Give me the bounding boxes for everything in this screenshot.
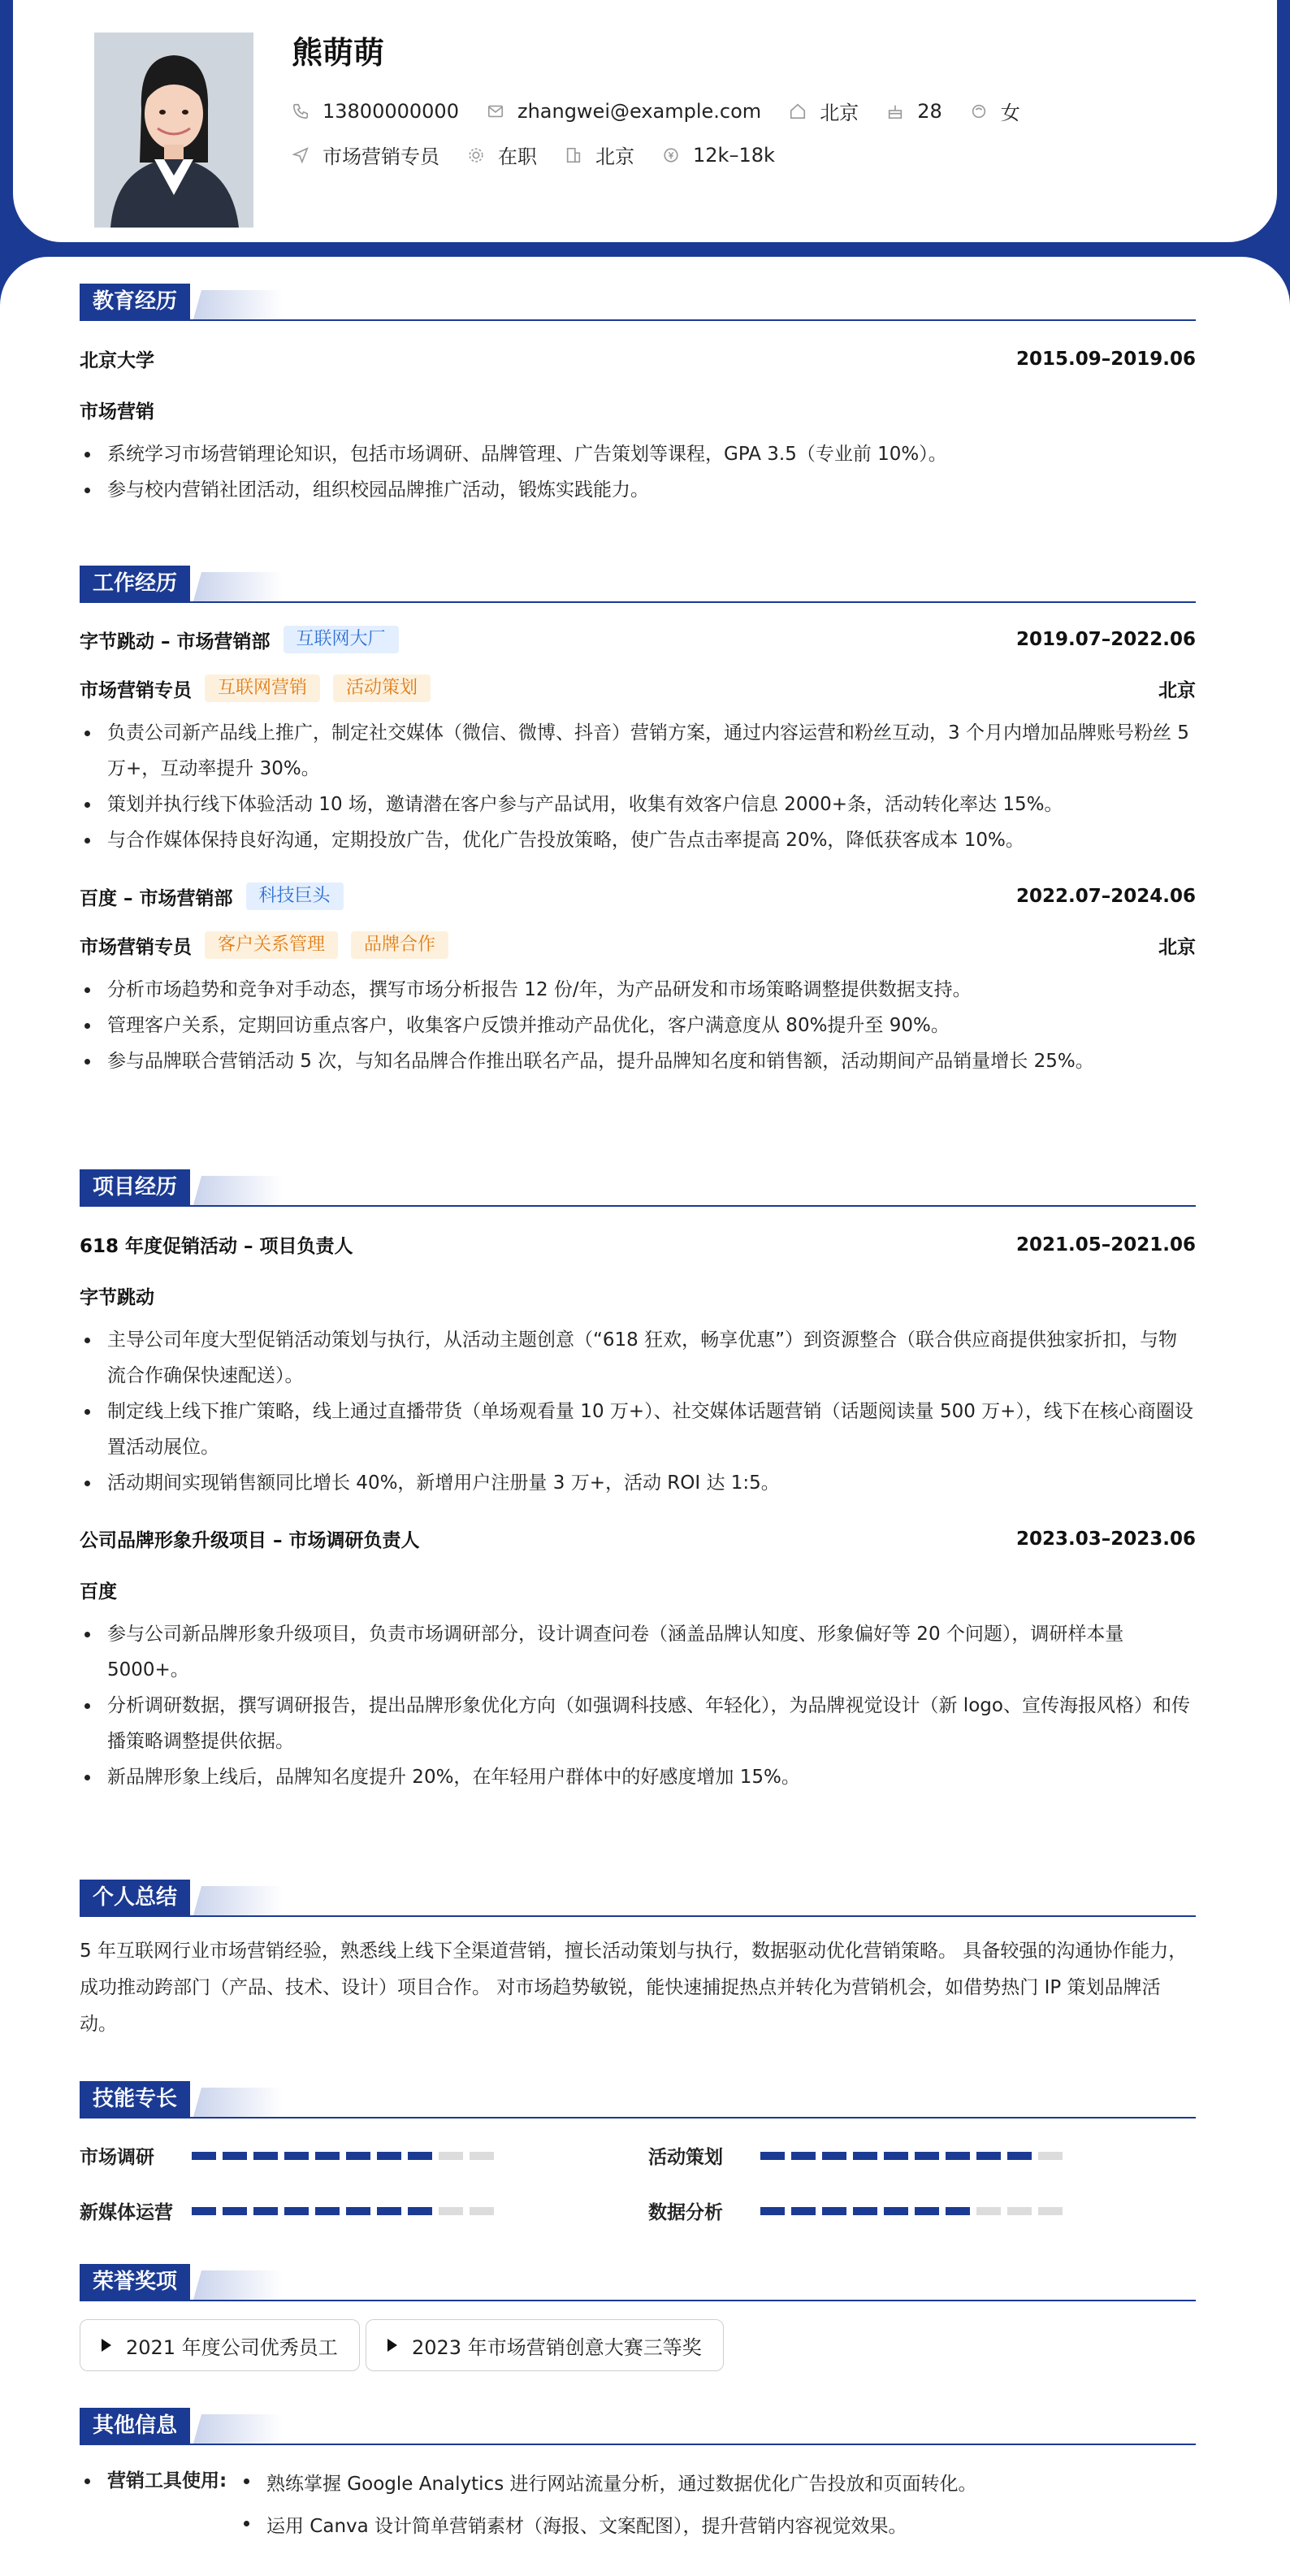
- other-block: [80, 2463, 1196, 2548]
- project-title-row: [80, 1525, 1196, 1552]
- skill-label: 新媒体运营: [80, 2202, 173, 2223]
- main-card: [0, 257, 1290, 2576]
- skill-dash-filled: [915, 2207, 939, 2215]
- salary-item: [662, 144, 775, 167]
- skill-item: [648, 2142, 1069, 2169]
- project-title: 公司品牌形象升级项目 – 市场调研负责人: [80, 1530, 420, 1551]
- work-location: 北京: [1158, 936, 1196, 958]
- candidate-name: 熊萌萌: [292, 35, 385, 71]
- skill-dash-empty: [470, 2207, 494, 2215]
- role-name: 市场营销专员: [80, 936, 192, 958]
- list-item: 运用 Canva 设计简单营销素材（海报、文案配图），提升营销内容视觉效果。: [239, 2505, 976, 2548]
- project-date: 2023.03–2023.06: [1015, 1528, 1196, 1550]
- list-item: 熟练掌握 Google Analytics 进行网站流量分析，通过数据优化广告投放和页面转化。: [239, 2463, 976, 2505]
- skill-dash-filled: [976, 2152, 1001, 2160]
- skill-dash-empty: [439, 2207, 463, 2215]
- project-section: [80, 1169, 1196, 1795]
- building-icon: [565, 146, 582, 164]
- skill-dash-filled: [760, 2152, 785, 2160]
- age-item: [886, 100, 942, 123]
- skill-dash-filled: [192, 2207, 216, 2215]
- skill-dash-filled: [253, 2152, 278, 2160]
- status-text: 在职: [498, 145, 537, 168]
- section-title: 其他信息: [80, 2408, 190, 2444]
- project-org: 百度: [80, 1581, 117, 1602]
- skill-dash-filled: [791, 2152, 816, 2160]
- work-date: 2022.07–2024.06: [1015, 886, 1196, 907]
- status-item: [467, 141, 537, 169]
- list-item: 新品牌形象上线后，品牌知名度提升 20%，在年轻用户群体中的好感度增加 15%。: [80, 1759, 1196, 1795]
- role-tag: 品牌合作: [351, 931, 448, 959]
- skill-dash-empty: [1038, 2207, 1063, 2215]
- skill-label: 市场调研: [80, 2147, 154, 2168]
- section-header: [80, 284, 1196, 321]
- list-item: 系统学习市场营销理论知识，包括市场调研、品牌管理、广告策划等课程，GPA 3.5（专业前 10%）。: [80, 436, 1196, 472]
- company-tag: 科技巨头: [246, 883, 344, 910]
- skill-dash-filled: [192, 2152, 216, 2160]
- skill-bar: [192, 2152, 500, 2160]
- skill-dash-filled: [377, 2207, 401, 2215]
- skills-section: [80, 2081, 1196, 2244]
- skill-dash-empty: [976, 2207, 1001, 2215]
- skill-dash-filled: [408, 2207, 432, 2215]
- list-item: 管理客户关系，定期回访重点客户，收集客户反馈并推动产品优化，客户满意度从 80%提升至 90%。: [80, 1008, 1196, 1043]
- section-header: [80, 566, 1196, 603]
- gender-item: [970, 97, 1020, 125]
- salary-text: 12k–18k: [693, 143, 775, 167]
- summary-section: [80, 1880, 1196, 2043]
- send-icon: [292, 146, 310, 164]
- work-bullets: [80, 715, 1196, 858]
- honor-text: 2021 年度公司优秀员工: [126, 2335, 338, 2359]
- skill-dash-filled: [946, 2207, 970, 2215]
- skill-label: 数据分析: [648, 2202, 723, 2223]
- role-name: 市场营销专员: [80, 679, 192, 701]
- work-location: 北京: [1158, 679, 1196, 701]
- city-text: 北京: [820, 102, 859, 124]
- target-city-text: 北京: [595, 145, 634, 168]
- project-org-row: [80, 1282, 1196, 1309]
- section-header: [80, 2081, 1196, 2118]
- skill-dash-filled: [822, 2207, 846, 2215]
- coin-icon: [662, 146, 680, 164]
- skill-item: [648, 2197, 1069, 2224]
- project-bullets: [80, 1322, 1196, 1501]
- skill-dash-filled: [853, 2207, 877, 2215]
- major-name: 市场营销: [80, 401, 154, 423]
- list-item: 分析市场趋势和竞争对手动态，撰写市场分析报告 12 份/年，为产品研发和市场策略调整提供数据支持。: [80, 972, 1196, 1008]
- skill-dash-filled: [760, 2207, 785, 2215]
- role-tag: 活动策划: [333, 674, 431, 702]
- section-decoration: [193, 572, 283, 601]
- skill-dash-filled: [822, 2152, 846, 2160]
- list-item: 参与校内营销社团活动，组织校园品牌推广活动，锻炼实践能力。: [80, 472, 1196, 508]
- job-target-text: 市场营销专员: [322, 145, 439, 168]
- skill-dash-filled: [284, 2207, 309, 2215]
- honor-badge: [80, 2319, 360, 2371]
- list-item: 分析调研数据，撰写调研报告，提出品牌形象优化方向（如强调科技感、年轻化），为品牌视觉设计（新 logo、宣传海报风格）和传播策略调整提供依据。: [80, 1688, 1196, 1759]
- project-title-row: [80, 1231, 1196, 1258]
- skill-bar: [760, 2207, 1069, 2215]
- section-title: 荣誉奖项: [80, 2264, 190, 2300]
- education-row: [80, 345, 1196, 372]
- gender-text: 女: [1000, 102, 1020, 124]
- skill-dash-filled: [346, 2152, 370, 2160]
- section-title: 个人总结: [80, 1880, 190, 1915]
- role-tag: 互联网营销: [205, 674, 320, 702]
- section-header: [80, 1169, 1196, 1207]
- honor-text: 2023 年市场营销创意大赛三等奖: [412, 2335, 702, 2359]
- work-company-row: [80, 883, 1196, 910]
- skill-dash-filled: [408, 2152, 432, 2160]
- skill-dash-empty: [439, 2152, 463, 2160]
- skill-dash-filled: [315, 2152, 340, 2160]
- age-text: 28: [917, 99, 942, 123]
- other-bullets: [239, 2463, 976, 2548]
- skill-dash-filled: [223, 2152, 247, 2160]
- email-text: zhangwei@example.com: [517, 99, 762, 123]
- section-decoration: [193, 1176, 283, 1205]
- section-title: 项目经历: [80, 1169, 190, 1205]
- skill-item: [80, 2142, 500, 2169]
- city-item: [789, 97, 859, 125]
- skill-dash-filled: [946, 2152, 970, 2160]
- role-tag: 客户关系管理: [205, 931, 338, 959]
- play-icon: [387, 2339, 397, 2352]
- school-name: 北京大学: [80, 350, 154, 371]
- list-item: 参与公司新品牌形象升级项目，负责市场调研部分，设计调查问卷（涵盖品牌认知度、形象偏好等 20 个问题），调研样本量 5000+。: [80, 1616, 1196, 1688]
- section-header: [80, 2408, 1196, 2445]
- section-header: [80, 2264, 1196, 2301]
- list-item: 与合作媒体保持良好沟通，定期投放广告，优化广告投放策略，使广告点击率提高 20%，降低获客成本 10%。: [80, 822, 1196, 858]
- section-decoration: [193, 290, 283, 319]
- skill-dash-filled: [346, 2207, 370, 2215]
- list-item: 参与品牌联合营销活动 5 次，与知名品牌合作推出联名产品，提升品牌知名度和销售额，活动期间产品销量增长 25%。: [80, 1043, 1196, 1079]
- list-item: 策划并执行线下体验活动 10 场，邀请潜在客户参与产品试用，收集有效客户信息 2000+条，活动转化率达 15%。: [80, 787, 1196, 822]
- company-tag: 互联网大厂: [284, 626, 399, 653]
- skill-dash-filled: [253, 2207, 278, 2215]
- list-item: 负责公司新产品线上推广，制定社交媒体（微信、微博、抖音）营销方案，通过内容运营和粉丝互动，3 个月内增加品牌账号粉丝 5 万+，互动率提升 30%。: [80, 715, 1196, 787]
- list-item: 制定线上线下推广策略，线上通过直播带货（单场观看量 10 万+）、社交媒体话题营销（话题阅读量 500 万+），线下在核心商圈设置活动展位。: [80, 1394, 1196, 1465]
- work-section: [80, 566, 1196, 1079]
- section-decoration: [193, 2414, 283, 2444]
- project-bullets: [80, 1616, 1196, 1795]
- education-bullets: [80, 436, 1196, 508]
- skill-dash-filled: [791, 2207, 816, 2215]
- work-role-row: [80, 674, 1196, 702]
- summary-text: 5 年互联网行业市场营销经验，熟悉线上线下全渠道营销，擅长活动策划与执行，数据驱动优化营销策略。 具备较强的沟通协作能力，成功推动跨部门（产品、技术、设计）项目合作。 对市场趋势敏锐，能快速捕捉热点并转化为营销机会，如借势热门 IP 策划品牌活动。: [80, 1941, 1188, 2035]
- project-org: 字节跳动: [80, 1287, 154, 1308]
- job-target-item: [292, 141, 439, 169]
- phone-item: [292, 100, 459, 123]
- project-date: 2021.05–2021.06: [1015, 1234, 1196, 1255]
- education-section: [80, 284, 1196, 508]
- email-item: [487, 100, 761, 123]
- skill-bar: [760, 2152, 1069, 2160]
- skill-dash-filled: [223, 2207, 247, 2215]
- work-bullets: [80, 972, 1196, 1079]
- other-section: [80, 2408, 1196, 2548]
- section-title: 教育经历: [80, 284, 190, 319]
- phone-text: 13800000000: [322, 99, 459, 123]
- contact-row: [292, 97, 1048, 125]
- header-card: [13, 0, 1277, 242]
- project-org-row: [80, 1576, 1196, 1603]
- education-date: 2015.09–2019.06: [1015, 348, 1196, 370]
- other-label: 营销工具使用:: [80, 2463, 239, 2499]
- gender-icon: [970, 102, 988, 120]
- work-role-row: [80, 931, 1196, 959]
- skill-dash-filled: [915, 2152, 939, 2160]
- skill-dash-filled: [853, 2152, 877, 2160]
- section-title: 工作经历: [80, 566, 190, 601]
- mail-icon: [487, 102, 504, 120]
- project-title: 618 年度促销活动 – 项目负责人: [80, 1236, 353, 1257]
- target-city-item: [565, 141, 634, 169]
- phone-icon: [292, 102, 310, 120]
- section-decoration: [193, 2088, 283, 2117]
- play-icon: [102, 2339, 111, 2352]
- skill-dash-filled: [377, 2152, 401, 2160]
- company-name: 百度 – 市场营销部: [80, 887, 233, 909]
- work-date: 2019.07–2022.06: [1015, 629, 1196, 650]
- list-item: 活动期间实现销售额同比增长 40%，新增用户注册量 3 万+，活动 ROI 达 1:5。: [80, 1465, 1196, 1501]
- company-name: 字节跳动 – 市场营销部: [80, 631, 271, 653]
- skill-dash-filled: [1007, 2152, 1032, 2160]
- cake-icon: [886, 102, 904, 120]
- skill-dash-empty: [1007, 2207, 1032, 2215]
- other-label-list: [80, 2463, 239, 2548]
- skill-item: [80, 2197, 500, 2224]
- skill-dash-filled: [315, 2207, 340, 2215]
- section-decoration: [193, 1886, 283, 1915]
- skill-dash-filled: [884, 2152, 908, 2160]
- major-row: [80, 397, 1196, 423]
- honor-badge: [366, 2319, 724, 2371]
- skill-dash-filled: [284, 2152, 309, 2160]
- home-icon: [789, 102, 807, 120]
- avatar: [94, 33, 253, 228]
- list-item: 主导公司年度大型促销活动策划与执行，从活动主题创意（“618 狂欢，畅享优惠”）到资源整合（联合供应商提供独家折扣，与物流合作确保快速配送）。: [80, 1322, 1196, 1394]
- section-decoration: [193, 2270, 283, 2300]
- honors-section: [80, 2264, 1196, 2386]
- job-row: [292, 141, 803, 169]
- skill-dash-empty: [1038, 2152, 1063, 2160]
- skill-dash-filled: [884, 2207, 908, 2215]
- work-company-row: [80, 626, 1196, 653]
- avatar-photo: [94, 33, 253, 228]
- skill-dash-empty: [470, 2152, 494, 2160]
- section-header: [80, 1880, 1196, 1917]
- skill-bar: [192, 2207, 500, 2215]
- section-title: 技能专长: [80, 2081, 190, 2117]
- gear-icon: [467, 146, 485, 164]
- skill-label: 活动策划: [648, 2147, 723, 2168]
